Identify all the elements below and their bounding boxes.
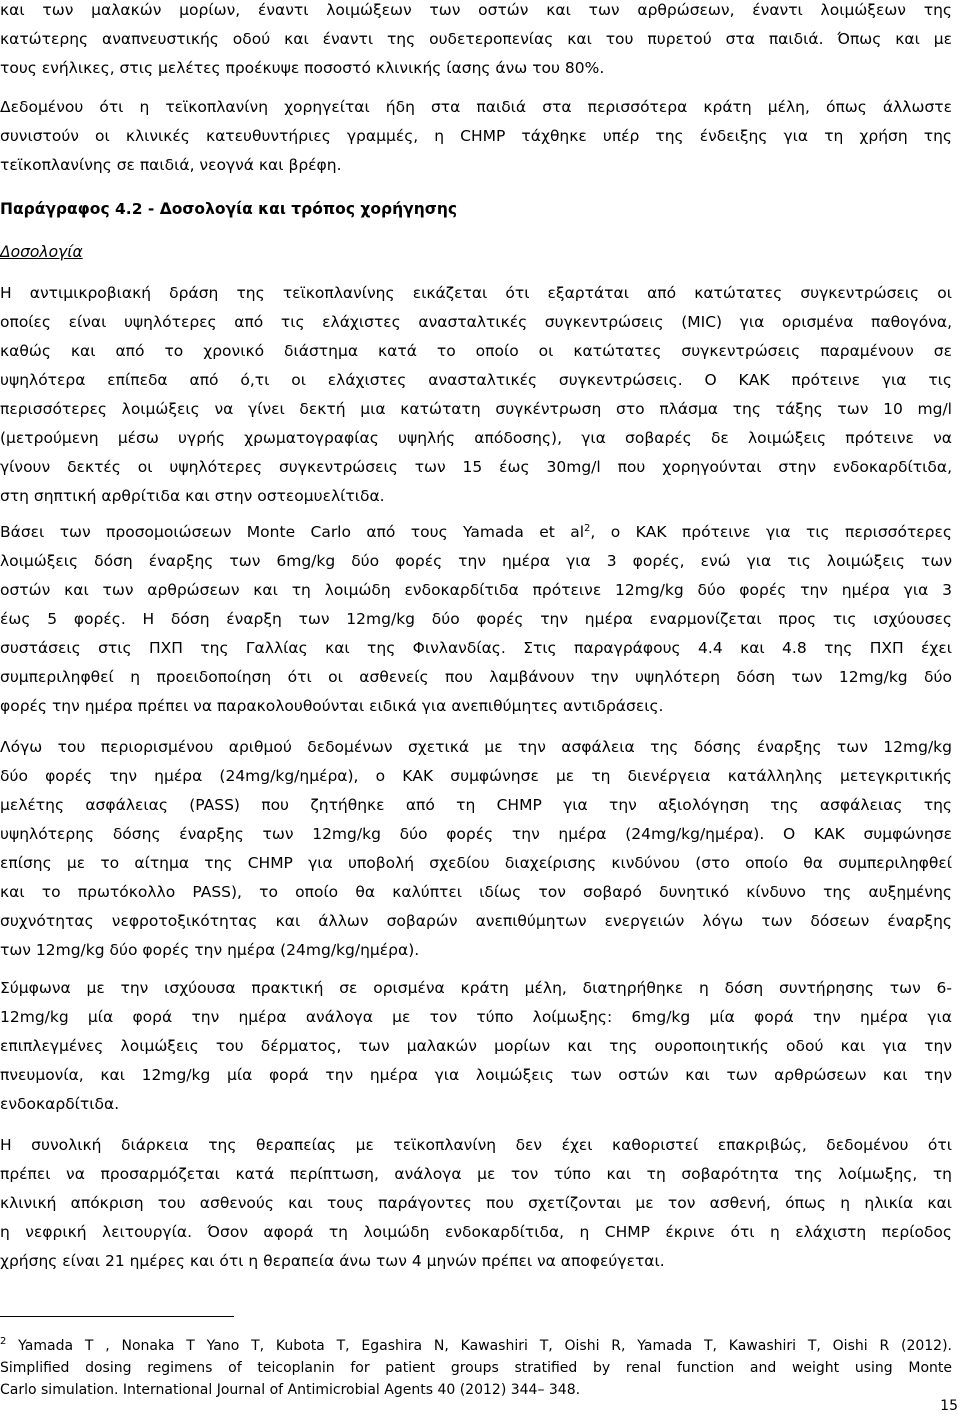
footnote-ref: 2 [584, 523, 591, 534]
footnote [0, 1335, 952, 1401]
text-line: συστάσεις στις ΠΧΠ της Γαλλίας και της Φινλανδίας. Στις παραγράφους 4.4 και 4.8 της ΠΧΠ έχει [0, 639, 952, 657]
text-line: υψηλότερης δόσης έναρξης των 12mg/kg δύο φορές την ημέρα (24mg/kg/ημέρα). Ο ΚΑΚ συμφώνησε [0, 825, 952, 843]
text-line: η νεφρική λειτουργία. Όσον αφορά τη λοιμώδη ενδοκαρδίτιδα, η CHMP έκρινε ότι η ελάχιστη περίοδος [0, 1223, 952, 1241]
text-line: Η συνολική διάρκεια της θεραπείας με τεϊκοπλανίνη δεν έχει καθοριστεί επακριβώς, δεδομένου ότι [0, 1136, 952, 1154]
text-line: χρήσης είναι 21 ημέρες και ότι η θεραπεία άνω των 4 μηνών πρέπει να αποφεύγεται. [0, 1252, 665, 1270]
text-line: επίσης με το αίτημα της CHMP για υποβολή σχεδίου διαχείρισης κινδύνου (στο οποίο θα συμπεριληφθεί [0, 854, 952, 872]
text-line: τους ενήλικες, στις μελέτες προέκυψε ποσοστό κλινικής ίασης άνω του 80%. [0, 59, 605, 77]
text-line: περισσότερες λοιμώξεις να γίνει δεκτή μια κατώτατη συγκέντρωση στο πλάσμα της τάξης των 10 mg/l [0, 400, 952, 418]
text-line: καθώς και από το χρονικό διάστημα κατά το οποίο οι κατώτατες συγκεντρώσεις παραμένουν σε [0, 342, 952, 360]
section-heading: Παράγραφος 4.2 - Δοσολογία και τρόπος χορήγησης [0, 200, 458, 218]
footnote-line [0, 1335, 952, 1357]
text-line: Η αντιμικροβιακή δράση της τεϊκοπλανίνης εικάζεται ότι εξαρτάται από κατώτατες συγκεντρώσεις οι [0, 284, 952, 302]
text-line: λοιμώξεις δόση έναρξης των 6mg/kg δύο φορές την ημέρα για 3 φορές, ενώ για τις λοιμώξεις των [0, 552, 952, 570]
footnote-divider [0, 1316, 234, 1317]
paragraph-pass-study [0, 733, 952, 965]
text-line: και των μαλακών μορίων, έναντι λοιμώξεων των οστών και των αρθρώσεων, έναντι λοιμώξεων της [0, 1, 952, 19]
text-line: πνευμονία, και 12mg/kg μία φορά την ημέρα για λοιμώξεις των οστών και των αρθρώσεων και την [0, 1066, 952, 1084]
text-line: Λόγω του περιορισμένου αριθμού δεδομένων σχετικά με την ασφάλεια της δόσης έναρξης των 12mg/kg [0, 738, 952, 756]
text-line: κατώτερης αναπνευστικής οδού και έναντι της ουδετεροπενίας και του πυρετού στα παιδιά. Όπως και με [0, 30, 952, 48]
text-line: πρέπει να προσαρμόζεται κατά περίπτωση, ανάλογα με τον τύπο και τη σοβαρότητα της λοίμωξης, τη [0, 1165, 952, 1183]
paragraph-clinical-cure [0, 0, 952, 83]
text-segment: Βάσει των προσομοιώσεων Monte Carlo από τους Yamada et al [0, 523, 585, 541]
subheading-wrap [0, 238, 952, 267]
footnote-text: Yamada T , Nonaka T Yano T, Kubota T, Egashira N, Kawashiri T, Oishi R, Yamada T, Kawashiri T, Oishi R (2012). [6, 1338, 952, 1354]
footnote-line: Carlo simulation. International Journal of Antimicrobial Agents 40 (2012) 344– 348. [0, 1382, 581, 1398]
text-line: 12mg/kg μία φορά την ημέρα ανάλογα με τον τύπο λοίμωξης: 6mg/kg μία φορά την ημέρα για [0, 1008, 952, 1026]
paragraph-treatment-duration [0, 1131, 952, 1276]
text-line: μελέτης ασφάλειας (PASS) που ζητήθηκε από τη CHMP για την αξιολόγηση της ασφάλειας της [0, 796, 952, 814]
text-line: οστών και των αρθρώσεων και τη λοιμώδη ενδοκαρδίτιδα πρότεινε 12mg/kg δύο φορές την ημέρα για 3 [0, 581, 952, 599]
text-line: στη σηπτική αρθρίτιδα και στην οστεομυελίτιδα. [0, 487, 385, 505]
footnote-line: Simplified dosing regimens of teicoplanin for patient groups stratified by renal function and weight using Monte [0, 1360, 952, 1376]
subheading-dosage: Δοσολογία [0, 243, 83, 261]
paragraph-chmp-pediatric [0, 93, 952, 180]
section-heading-wrap [0, 195, 952, 224]
page-number: 15 [940, 1398, 958, 1414]
text-line: ενδοκαρδίτιδα. [0, 1095, 120, 1113]
text-line: (μετρούμενη μέσω υγρής χρωματογραφίας υψηλής απόδοσης), για σοβαρές δε λοιμώξεις πρότεινε να [0, 429, 952, 447]
text-segment: , ο ΚΑΚ πρότεινε για τις περισσότερες [590, 523, 952, 541]
text-line [0, 518, 952, 547]
text-line: και το πρωτόκολλο PASS), το οποίο θα καλύπτει ιδίως τον σοβαρό δυνητικό κίνδυνο της αυξημένης [0, 883, 952, 901]
footnote-marker: 2 [0, 1336, 7, 1347]
paragraph-monte-carlo [0, 518, 952, 721]
text-line: συμπεριληφθεί η προειδοποίηση ότι οι ασθενείς που λαμβάνουν την υψηλότερη δόση των 12mg/kg δύο [0, 668, 952, 686]
paragraph-antimicrobial-action [0, 279, 952, 511]
text-line: συχνότητας νεφροτοξικότητας και άλλων σοβαρών ανεπιθύμητων ενεργειών λόγω των δόσεων έναρξης [0, 912, 952, 930]
text-line: Δεδομένου ότι η τεϊκοπλανίνη χορηγείται ήδη στα παιδιά στα περισσότερα κράτη μέλη, όπως άλλωστε [0, 98, 952, 116]
text-line: επιπλεγμένες λοιμώξεις του δέρματος, των μαλακών μορίων και της ουροποιητικής οδού και για την [0, 1037, 952, 1055]
paragraph-maintenance-dose [0, 974, 952, 1119]
text-line: συνιστούν οι κλινικές κατευθυντήριες γραμμές, η CHMP τάχθηκε υπέρ της ένδειξης για τη χρήση της [0, 127, 952, 145]
text-line: Σύμφωνα με την ισχύουσα πρακτική σε ορισμένα κράτη μέλη, διατηρήθηκε η δόση συντήρησης των 6- [0, 979, 952, 997]
text-line: κλινική απόκριση του ασθενούς και τους παράγοντες που σχετίζονται με τον ασθενή, όπως η ηλικία και [0, 1194, 952, 1212]
text-line: των 12mg/kg δύο φορές την ημέρα (24mg/kg/ημέρα). [0, 941, 420, 959]
text-line: έως 5 φορές. Η δόση έναρξη των 12mg/kg δύο φορές την ημέρα εναρμονίζεται προς τις ισχύουσες [0, 610, 952, 628]
text-line: τεϊκοπλανίνης σε παιδιά, νεογνά και βρέφη. [0, 156, 342, 174]
text-line: φορές την ημέρα πρέπει να παρακολουθούνται ειδικά για ανεπιθύμητες αντιδράσεις. [0, 697, 664, 715]
text-line: δύο φορές την ημέρα (24mg/kg/ημέρα), ο ΚΑΚ συμφώνησε με τη διενέργεια κατάλληλης μετεγκριτικής [0, 767, 952, 785]
text-line: γίνουν δεκτές οι υψηλότερες συγκεντρώσεις των 15 έως 30mg/l που χορηγούνται στην ενδοκαρδίτιδα, [0, 458, 952, 476]
text-line: οποίες είναι υψηλότερες από τις ελάχιστες ανασταλτικές συγκεντρώσεις (MIC) για ορισμένα παθογόνα, [0, 313, 952, 331]
text-line: υψηλότερα επίπεδα από ό,τι οι ελάχιστες ανασταλτικές συγκεντρώσεις. Ο ΚΑΚ πρότεινε για τις [0, 371, 952, 389]
